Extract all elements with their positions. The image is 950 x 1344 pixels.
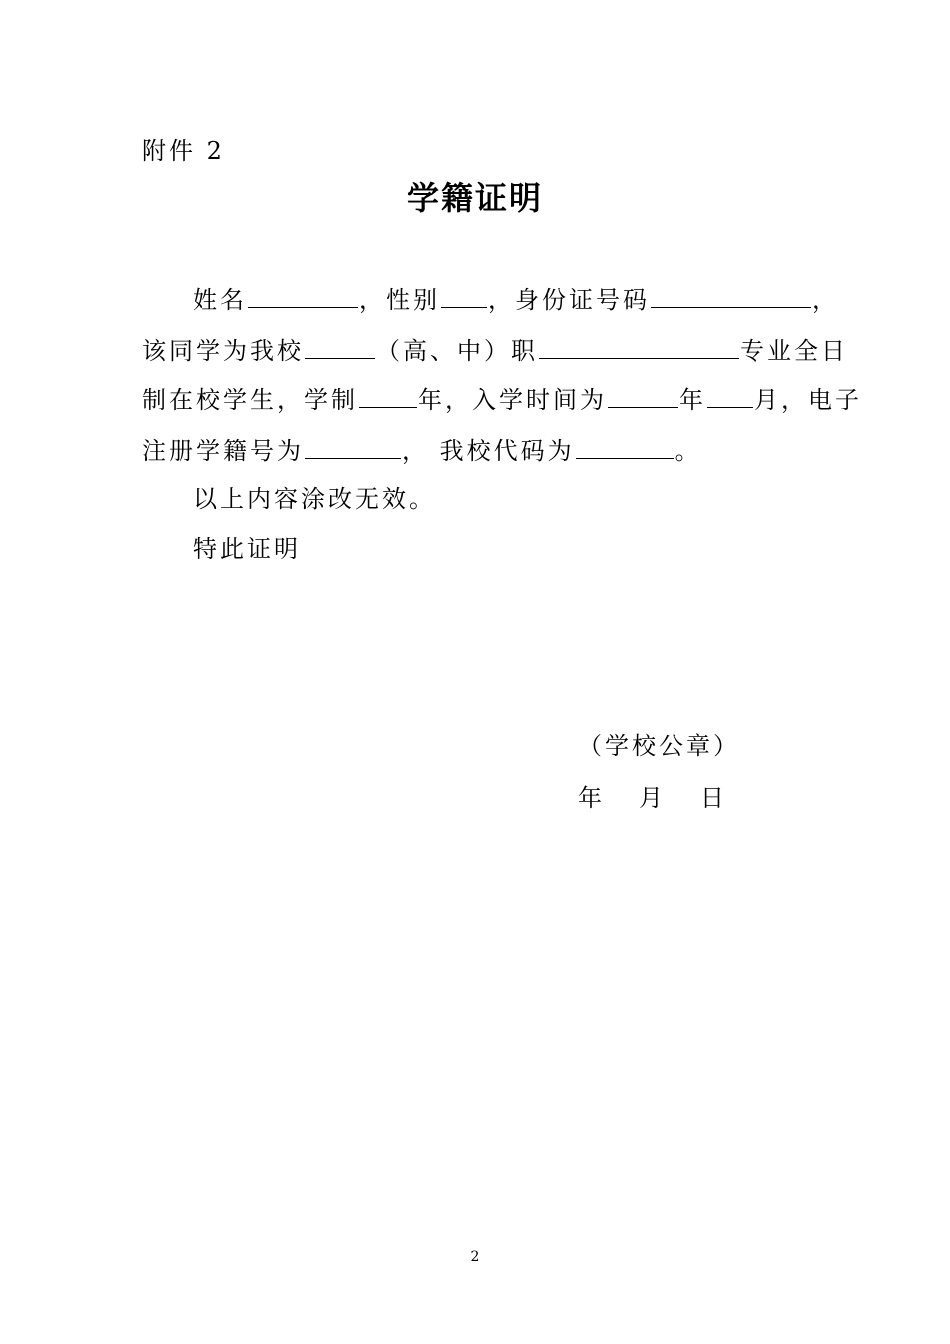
date-line [578,784,727,812]
month-text: 月，电子 [754,386,862,414]
gender-label: 性别 [386,286,440,314]
form-line-3 [142,385,862,414]
gender-blank [441,285,487,308]
school-code-text: ， 我校代码为 [402,437,575,465]
date-day: 日 [700,784,727,812]
registration-text: 注册学籍号为 [142,437,304,465]
date-year: 年 [578,784,605,812]
school-text: 该同学为我校 [142,337,304,365]
period: 。 [674,437,702,465]
form-line-1 [193,285,839,314]
school-blank [305,336,375,359]
name-label: 姓名 [193,286,247,314]
document-title: 学籍证明 [406,179,543,217]
no-alteration-note: 以上内容涂改无效。 [193,485,436,513]
form-line-2 [142,336,848,365]
year-text: 年 [679,386,706,414]
id-label: 身份证号码 [515,286,650,314]
major-blank [539,336,739,359]
attachment-label: 附件 2 [142,137,225,165]
school-code-blank [576,436,674,459]
comma: ， [359,286,386,314]
id-blank [651,285,811,308]
duration-text: 制在校学生，学制 [142,386,358,414]
major-text: 专业全日 [740,337,848,365]
page-number: 2 [470,1249,480,1265]
school-seal-label: （学校公章） [578,732,740,760]
enroll-text: 年，入学时间为 [418,386,607,414]
enroll-year-blank [608,385,678,408]
date-month: 月 [639,784,666,812]
level-text: （高、中）职 [376,337,538,365]
enroll-month-blank [707,385,753,408]
name-blank [248,285,358,308]
comma: ， [488,286,515,314]
certify-text: 特此证明 [193,535,301,563]
comma: ， [812,286,839,314]
form-line-4 [142,436,702,465]
registration-blank [305,436,401,459]
duration-blank [359,385,417,408]
